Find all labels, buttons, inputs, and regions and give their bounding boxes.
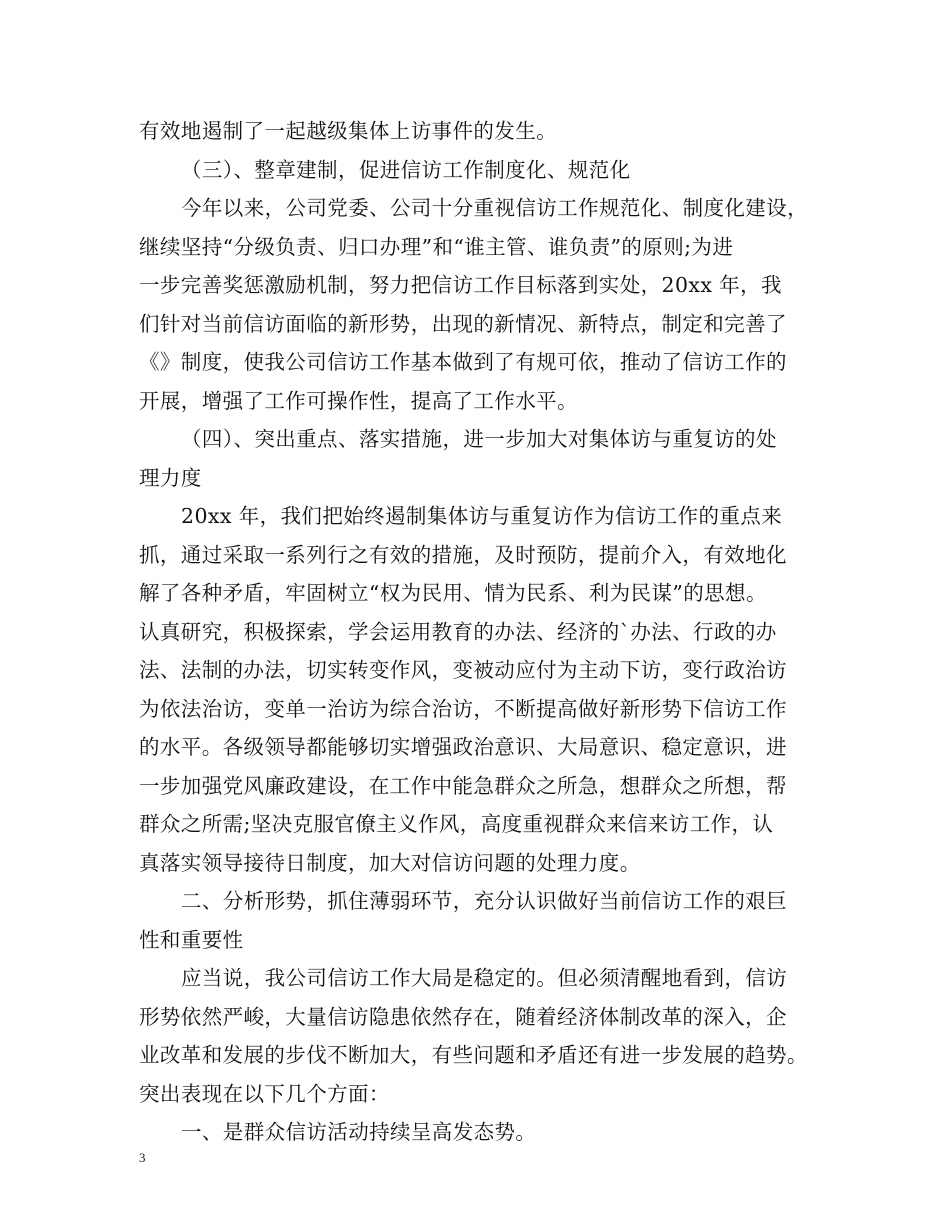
- text-line: 性和重要性: [139, 927, 244, 952]
- body-text: [139, 112, 829, 1152]
- text-line: 解了各种矛盾，牢固树立“权为民用、情为民系、利为民谋”的思想。: [139, 581, 767, 605]
- text-line: 形势依然严峻，大量信访隐患依然存在，随着经济体制改革的深入，企: [139, 1004, 787, 1029]
- text-line: 法、法制的办法，切实转变作风，变被动应付为主动下访，变行政治访: [139, 658, 787, 682]
- text-line: 业改革和发展的步伐不断加大，有些问题和矛盾还有进一步发展的趋势。: [139, 1043, 808, 1067]
- text-line: 真落实领导接待日制度，加大对信访问题的处理力度。: [139, 850, 641, 875]
- text-line: 继续坚持“分级负责、归口办理”和“谁主管、谁负责”的原则;为进: [139, 234, 734, 259]
- section-heading-3: （三）、整章建制，促进信访工作制度化、规范化: [181, 157, 631, 182]
- text-line: 《》制度，使我公司信访工作基本做到了有规可依，推动了信访工作的: [139, 350, 787, 374]
- text-line: 一步完善奖惩激励机制，努力把信访工作目标落到实处，20xx 年，我: [139, 273, 782, 297]
- text-line: 突出表现在以下几个方面：: [139, 1081, 390, 1106]
- section-heading-2: 二、分析形势，抓住薄弱环节，充分认识做好当前信访工作的艰巨: [181, 889, 788, 913]
- page-number: 3: [139, 1150, 146, 1165]
- text-line: 的水平。各级领导都能够切实增强政治意识、大局意识、稳定意识，进: [139, 735, 787, 759]
- paragraph-start: 应当说，我公司信访工作大局是稳定的。但必须清醒地看到，信访: [181, 966, 788, 990]
- paragraph-start: 20xx 年，我们把始终遏制集体访与重复访作为信访工作的重点来: [181, 504, 783, 528]
- text-line: 理力度: [139, 465, 202, 490]
- text-line: 抓，通过采取一系列行之有效的措施，及时预防，提前介入，有效地化: [139, 542, 787, 567]
- text-line: 群众之所需;坚决克服官僚主义作风，高度重视群众来信来访工作，认: [139, 812, 774, 836]
- text-line: 一步加强党风廉政建设，在工作中能急群众之所急，想群众之所想，帮: [139, 773, 787, 798]
- paragraph-start: 一、是群众信访活动持续呈高发态势。: [181, 1120, 537, 1144]
- text-line: 认真研究，积极探索，学会运用教育的办法、经济的`办法、行政的办: [139, 619, 777, 644]
- text-line: 开展，增强了工作可操作性，提高了工作水平。: [139, 388, 578, 413]
- text-line: 们针对当前信访面临的新形势，出现的新情况、新特点，制定和完善了: [139, 311, 787, 336]
- section-heading-4: （四）、突出重点、落实措施，进一步加大对集体访与重复访的处: [181, 427, 777, 451]
- text-line: 有效地遏制了一起越级集体上访事件的发生。: [139, 119, 557, 143]
- paragraph-start: 今年以来，公司党委、公司十分重视信访工作规范化、制度化建设，: [181, 196, 808, 220]
- text-line: 为依法治访，变单一治访为综合治访，不断提高做好新形势下信访工作: [139, 696, 787, 721]
